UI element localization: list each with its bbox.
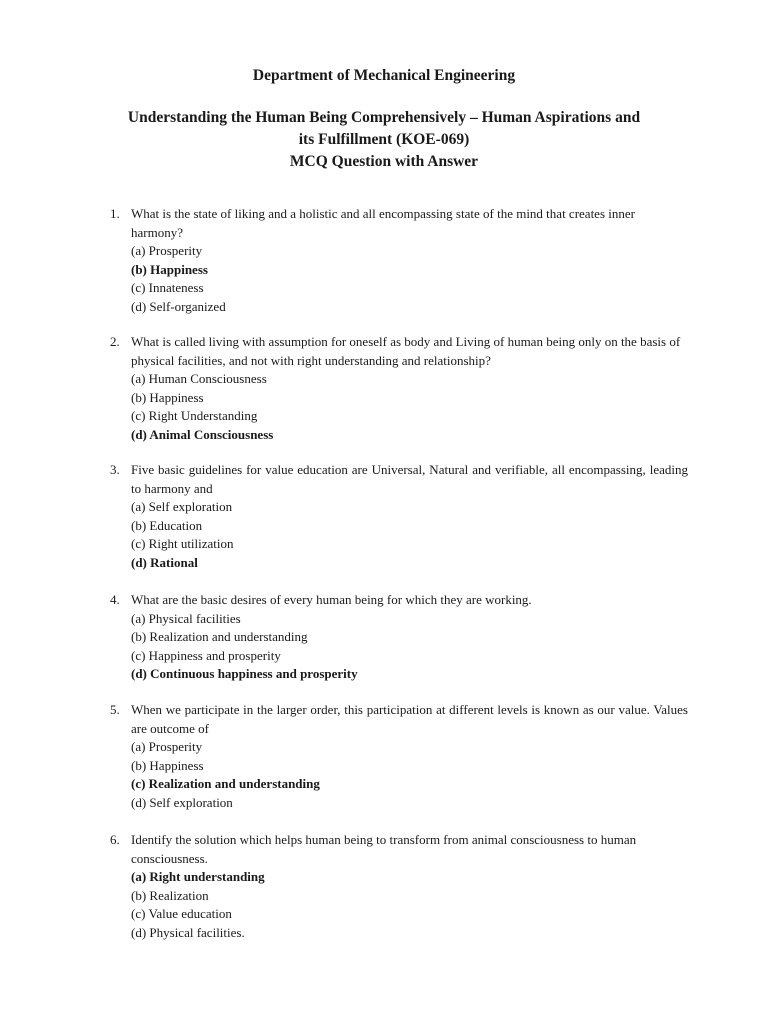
option-b: (b) Happiness	[131, 757, 204, 773]
option-a-correct-answer: (a) Right understanding	[131, 869, 265, 884]
option-b: (b) Realization	[131, 887, 209, 903]
document-subtitle: MCQ Question with Answer	[289, 153, 479, 170]
option-d: (d) Physical facilities.	[131, 924, 245, 940]
question-3	[110, 461, 688, 572]
question-5	[110, 701, 688, 812]
question-number: 5.	[110, 702, 120, 717]
option-b: (b) Realization and understanding	[131, 629, 308, 644]
question-text: When we participate in the larger order, this participation at different levels is known as our value. Values are outcome of	[131, 702, 688, 736]
option-d: (d) Self exploration	[131, 794, 233, 810]
course-title-line-2: its Fulfillment (KOE-069)	[298, 131, 470, 148]
option-a: (a) Self exploration	[131, 499, 233, 514]
option-c-correct-answer: (c) Realization and understanding	[131, 776, 320, 791]
question-text: What are the basic desires of every human being for which they are working.	[131, 592, 532, 607]
option-b-correct-answer: (b) Happiness	[131, 261, 208, 277]
course-title-line-1: Understanding the Human Being Comprehensively – Human Aspirations and	[127, 109, 641, 126]
question-text: What is the state of liking and a holistic and all encompassing state of the mind that creates inner harmony?	[131, 206, 635, 240]
question-number: 4.	[110, 592, 120, 607]
option-c: (c) Innateness	[131, 280, 204, 295]
question-2	[110, 333, 688, 444]
option-d-correct-answer: (d) Continuous happiness and prosperity	[131, 666, 358, 681]
question-text: Five basic guidelines for value education are Universal, Natural and verifiable, all encompassing, leading to harmony and	[131, 462, 688, 496]
option-a: (a) Prosperity	[131, 739, 203, 754]
question-number: 1.	[110, 206, 120, 221]
option-a: (a) Prosperity	[131, 243, 203, 258]
option-d-correct-answer: (d) Animal Consciousness	[131, 426, 274, 442]
question-number: 3.	[110, 462, 120, 477]
question-6	[110, 831, 688, 942]
option-d-correct-answer: (d) Rational	[131, 554, 198, 570]
question-1	[110, 205, 688, 316]
option-c: (c) Value education	[131, 906, 232, 921]
option-d: (d) Self-organized	[131, 298, 226, 314]
option-b: (b) Education	[131, 517, 203, 533]
option-b: (b) Happiness	[131, 389, 204, 405]
department-heading: Department of Mechanical Engineering	[252, 67, 516, 84]
option-c: (c) Happiness and prosperity	[131, 647, 281, 663]
option-a: (a) Physical facilities	[131, 610, 241, 626]
option-c: (c) Right Understanding	[131, 408, 258, 423]
option-a: (a) Human Consciousness	[131, 371, 267, 386]
question-4	[110, 591, 688, 684]
question-text: What is called living with assumption for oneself as body and Living of human being only on the basis of physical facilities, and not with right understanding and relationship?	[131, 334, 681, 368]
question-number: 2.	[110, 334, 120, 349]
option-c: (c) Right utilization	[131, 536, 234, 551]
question-text: Identify the solution which helps human being to transform from animal consciousness to human consciousness.	[131, 832, 637, 866]
question-number: 6.	[110, 832, 120, 847]
